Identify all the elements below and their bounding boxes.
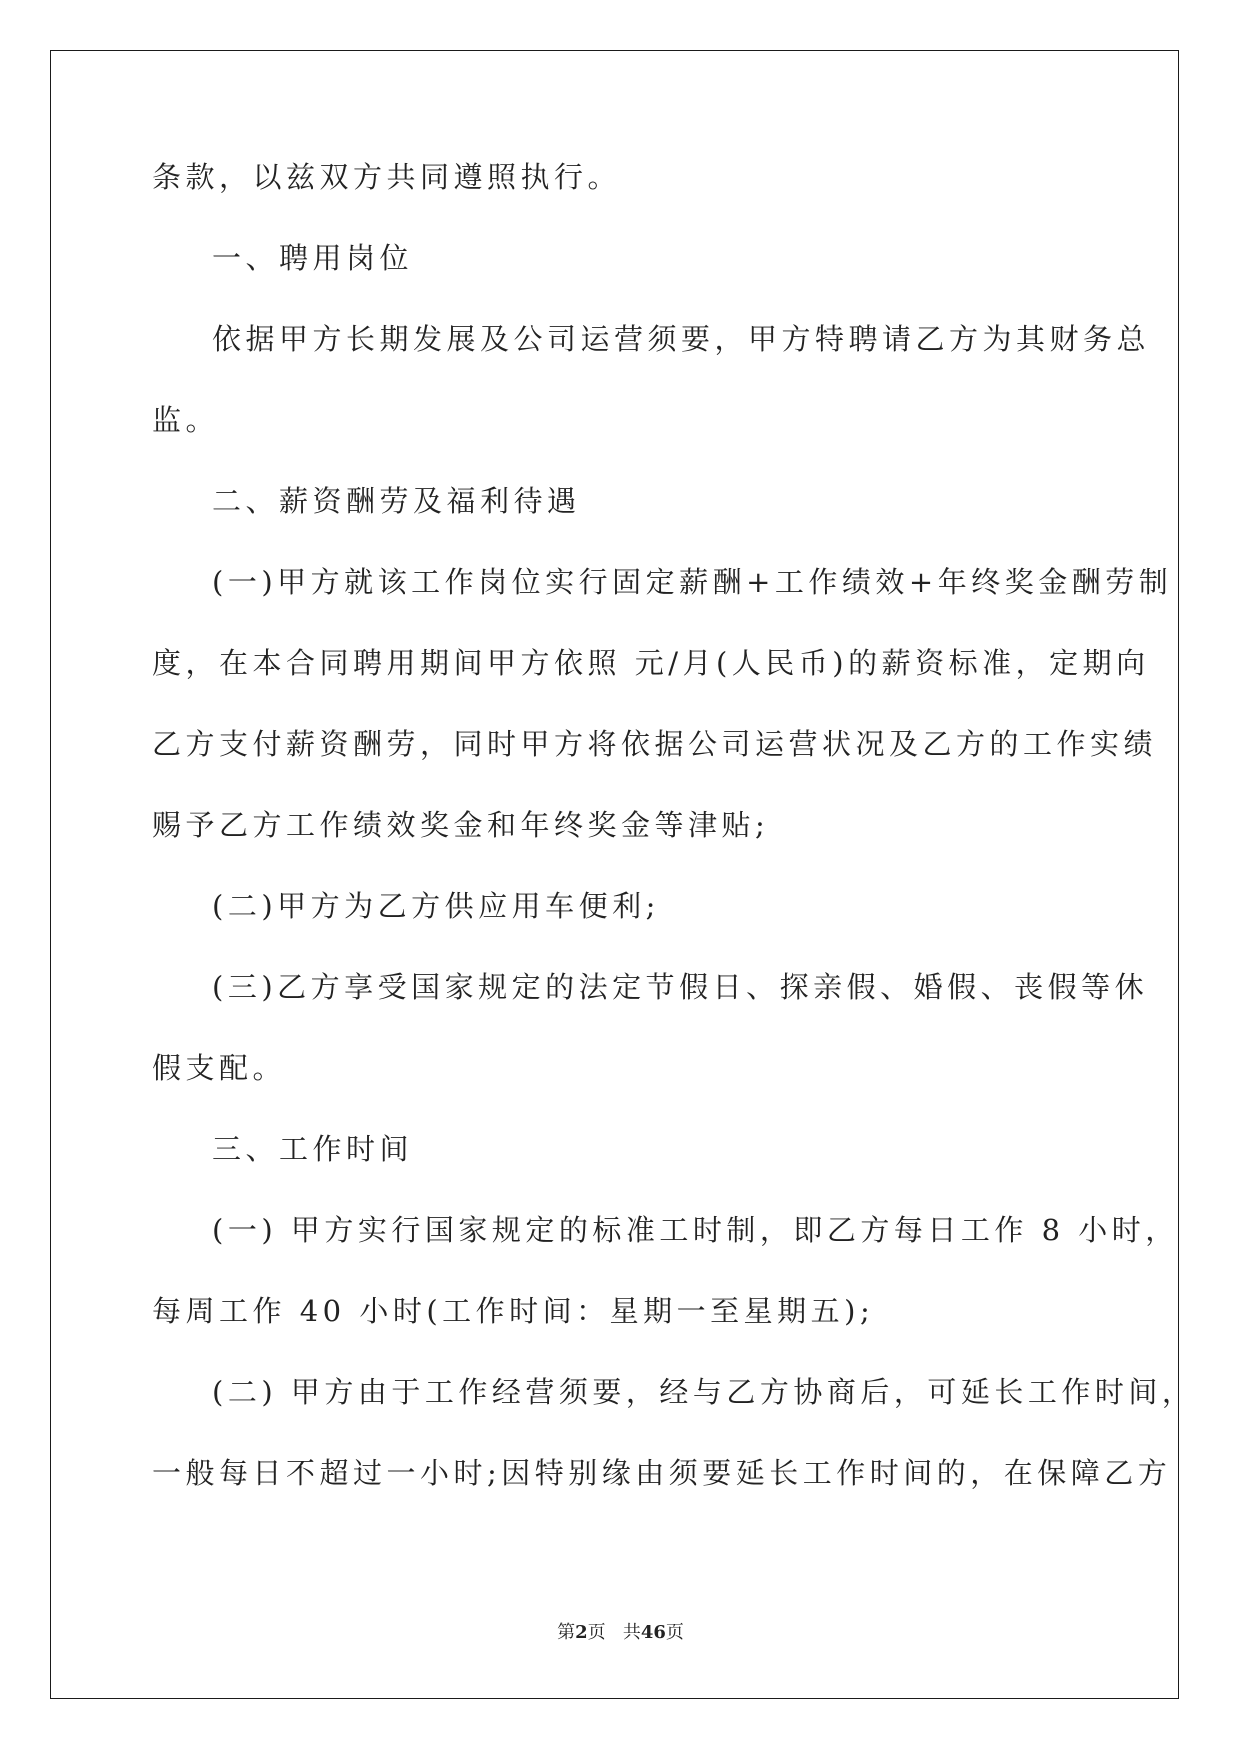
current-page-number: 2 bbox=[575, 1622, 588, 1643]
paragraph-line: 监。 bbox=[152, 403, 220, 437]
paragraph-line: (二)甲方为乙方供应用车便利; bbox=[212, 889, 660, 923]
paragraph-line: (一)甲方就该工作岗位实行固定薪酬+工作绩效+年终奖金酬劳制 bbox=[212, 565, 1173, 599]
total-page-number: 46 bbox=[640, 1622, 666, 1643]
document-body bbox=[152, 158, 1196, 1514]
paragraph-line: 一般每日不超过一小时;因特别缘由须要延长工作时间的，在保障乙方 bbox=[152, 1456, 1172, 1490]
footer-total-prefix: 共 bbox=[622, 1622, 641, 1643]
paragraph-line: 乙方支付薪资酬劳，同时甲方将依据公司运营状况及乙方的工作实绩 bbox=[152, 727, 1158, 761]
paragraph-line: 依据甲方长期发展及公司运营须要，甲方特聘请乙方为其财务总 bbox=[212, 322, 1151, 356]
paragraph-line: 赐予乙方工作绩效奖金和年终奖金等津贴; bbox=[152, 808, 770, 842]
section-heading: 二、薪资酬劳及福利待遇 bbox=[212, 484, 581, 518]
footer-page-suffix: 页 bbox=[587, 1622, 606, 1643]
footer-total-suffix: 页 bbox=[665, 1622, 684, 1643]
paragraph-line: 每周工作 40 小时(工作时间：星期一至星期五); bbox=[152, 1294, 875, 1328]
section-heading: 一、聘用岗位 bbox=[212, 241, 414, 275]
paragraph-line: (一) 甲方实行国家规定的标准工时制，即乙方每日工作 8 小时， bbox=[212, 1213, 1179, 1247]
section-heading: 三、工作时间 bbox=[212, 1132, 414, 1166]
paragraph-line: (二) 甲方由于工作经营须要，经与乙方协商后，可延长工作时间， bbox=[212, 1375, 1196, 1409]
footer-prefix: 第 bbox=[557, 1622, 576, 1643]
paragraph-line: 条款，以兹双方共同遵照执行。 bbox=[152, 160, 622, 194]
page-footer bbox=[0, 1618, 1241, 1644]
paragraph-line: 假支配。 bbox=[152, 1051, 287, 1085]
paragraph-line: 度，在本合同聘用期间甲方依照 元/月(人民币)的薪资标准，定期向 bbox=[152, 646, 1150, 680]
paragraph-line: (三)乙方享受国家规定的法定节假日、探亲假、婚假、丧假等休 bbox=[212, 970, 1149, 1004]
